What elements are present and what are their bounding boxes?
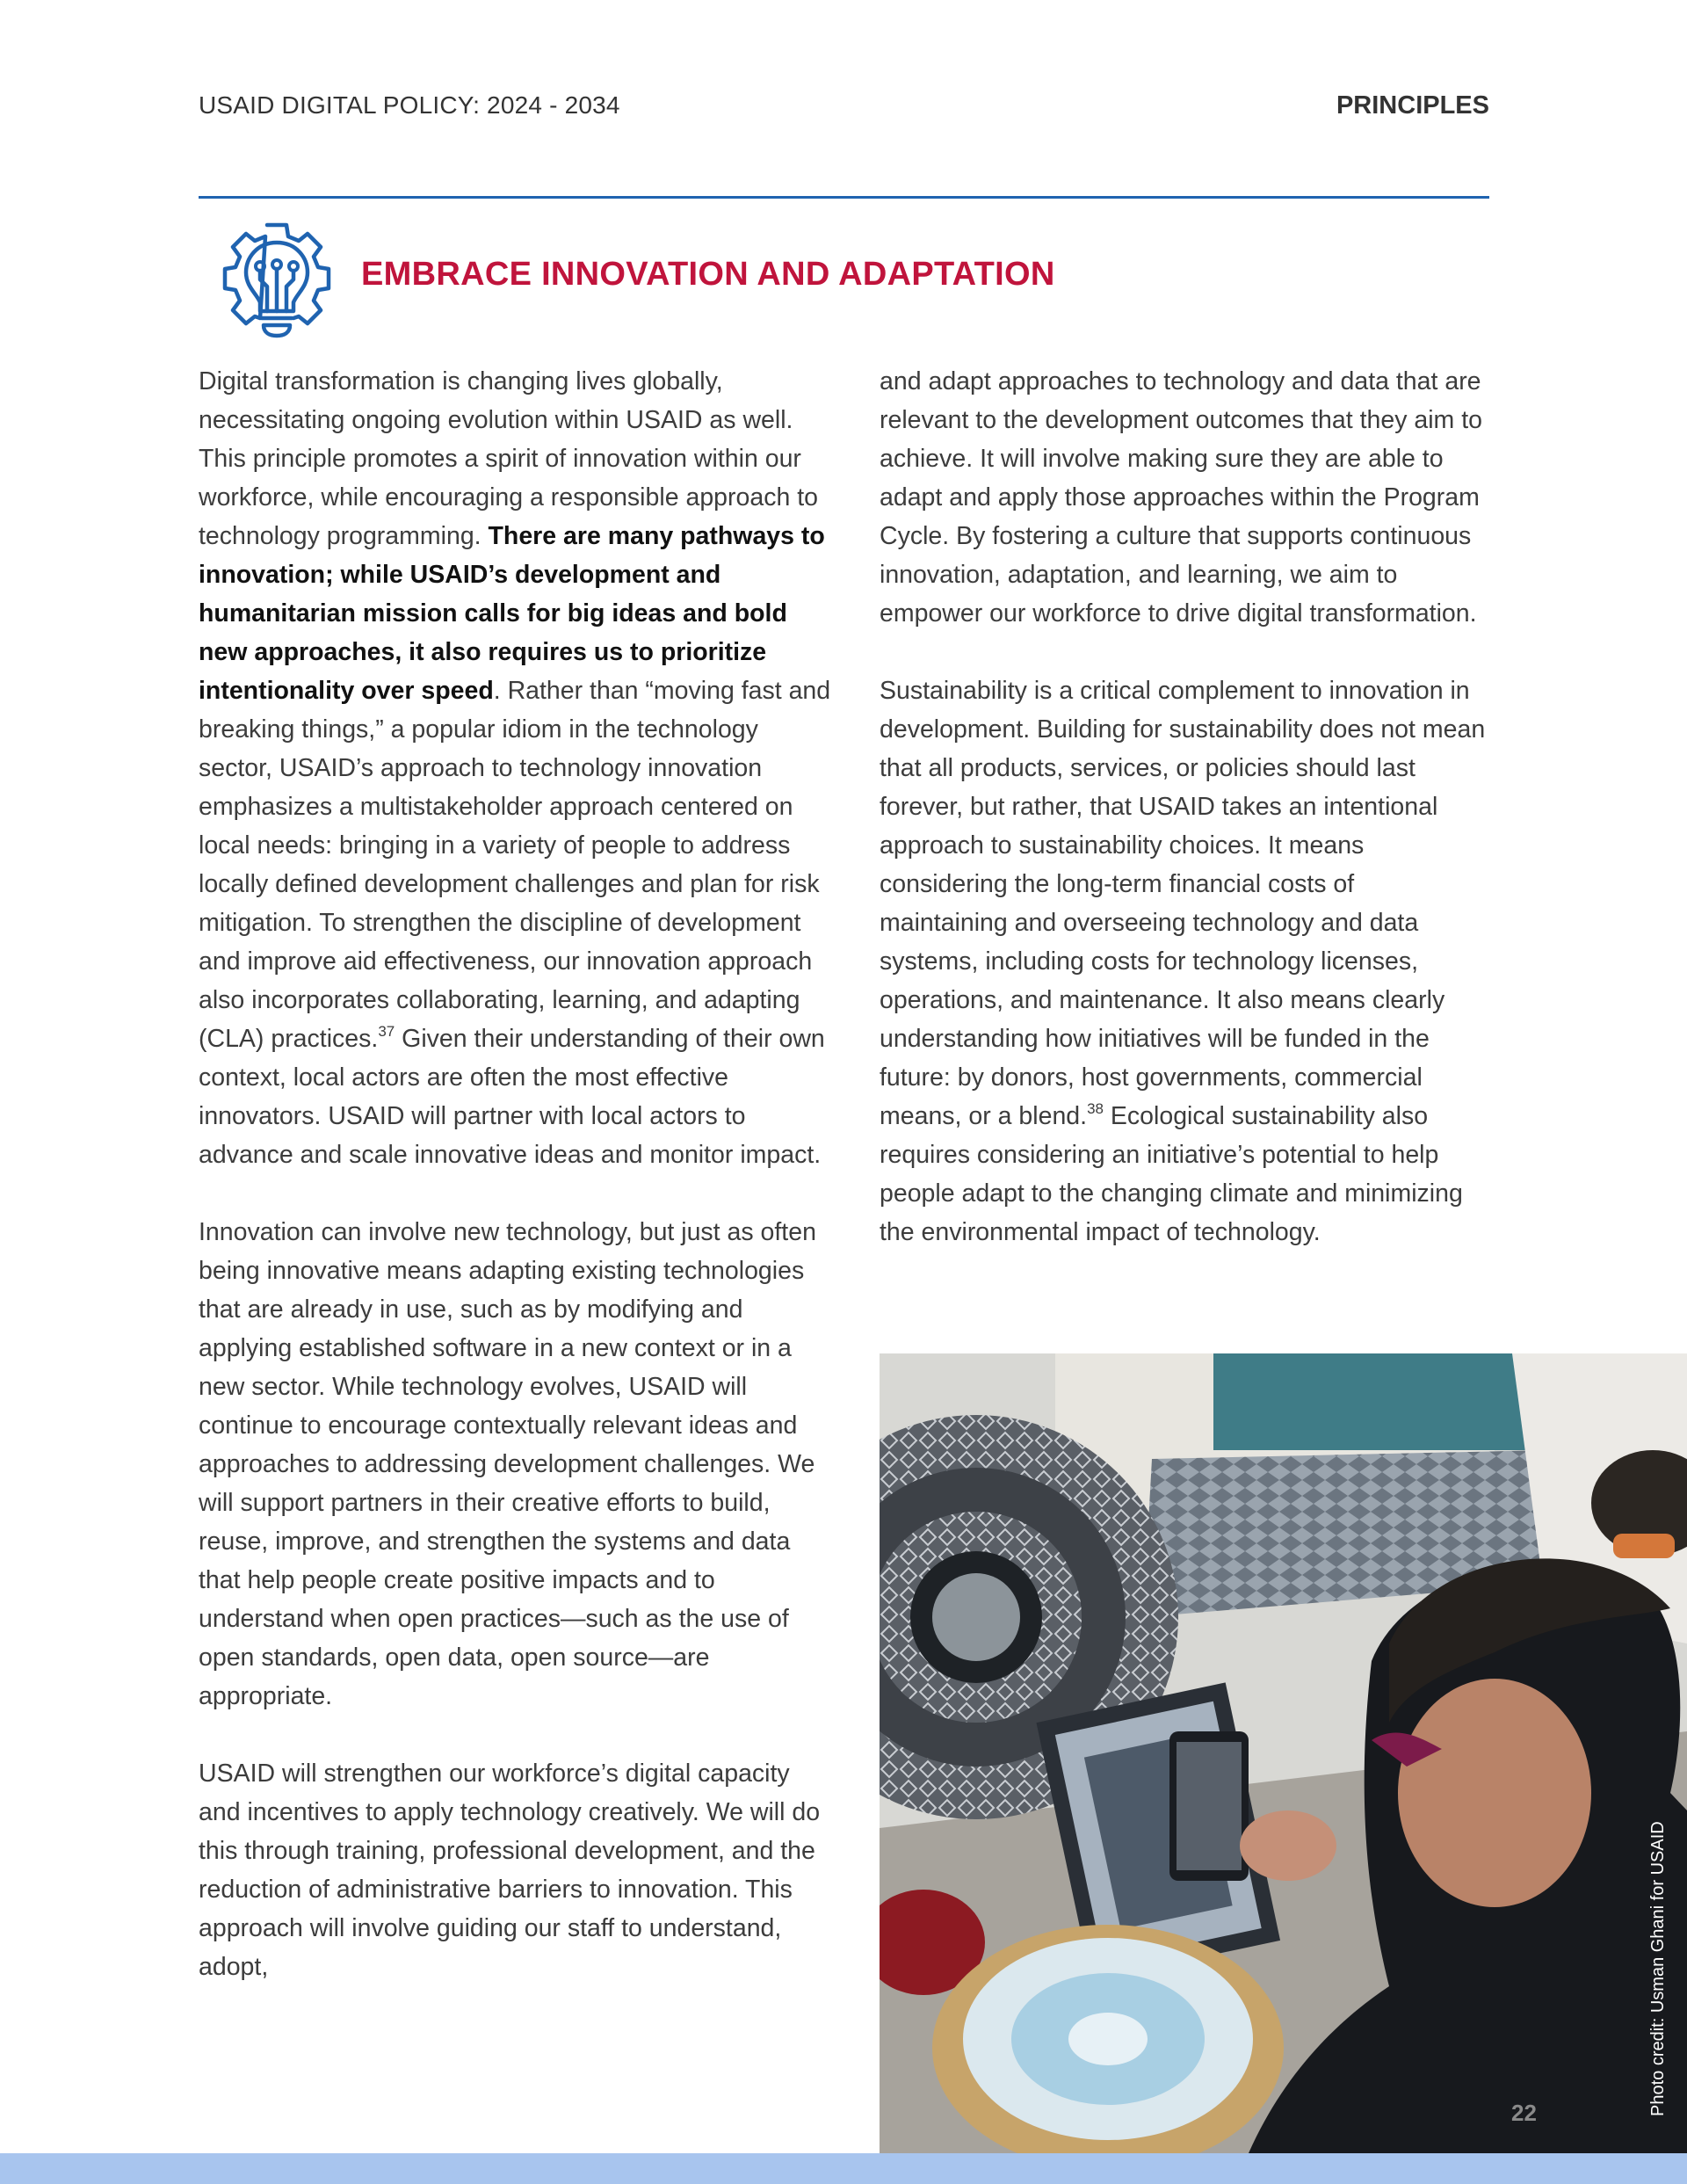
page-number: 22 <box>1511 2100 1537 2126</box>
section-label: PRINCIPLES <box>1336 91 1489 120</box>
paragraph: and adapt approaches to technology and data that are relevant to the development outcomes that they aim to achieve. It will involve making sure they are able to adapt and apply those approaches within the Program Cycle. By fostering a culture that supports continuous innovation, adaptation, and learning, we aim to empower our workforce to drive digital transformation. <box>880 367 1482 628</box>
footnote-ref[interactable]: 38 <box>1087 1099 1104 1117</box>
document-title: USAID DIGITAL POLICY: 2024 - 2034 <box>199 91 620 119</box>
header-divider <box>199 196 1489 199</box>
text-column-right <box>880 362 1486 1290</box>
paragraph: Innovation can involve new technology, but just as often being innovative means adapting existing technologies that are already in use, such as by modifying and applying established software in a new context or in a new sector. While technology evolves, USAID will continue to encourage contextually relevant ideas and approaches to addressing development challenges. We will support partners in their creative efforts to build, reuse, improve, and strengthen the systems and data that help people create positive impacts and to understand when open practices—such as the use of open standards, open data, open source—are appropriate. <box>199 1218 816 1710</box>
section-title: EMBRACE INNOVATION AND ADAPTATION <box>361 256 1055 293</box>
text-column-left <box>199 362 831 2025</box>
paragraph: Sustainability is a critical complement to innovation in development. Building for sustainability does not mean that all products, services, or policies should last forever, but rather, that USAID takes an intentional approach to sustainability choices. It means considering the long-term financial costs of maintaining and overseeing technology and data systems, including costs for technology licenses, operations, and maintenance. It also means clearly understanding how initiatives will be funded in the future: by donors, host governments, commercial means, or a blend.$^{38}$ Ecological sustainability also requires considering an initiative’s potential to help people adapt to the changing climate and minimizing the environmental impact of technology. <box>880 677 1486 1246</box>
photo-credit: Photo credit: Usman Ghani for USAID <box>1648 1821 1668 2116</box>
photo-woman-phone-crafts <box>880 1353 1687 2153</box>
footnote-ref[interactable]: 37 <box>378 1022 395 1040</box>
paragraph: USAID will strengthen our workforce’s digital capacity and incentives to apply technology creatively. We will do this through training, professional development, and the reduction of administrative barriers to innovation. This approach will involve guiding our staff to understand, adopt, <box>199 1760 821 1981</box>
footer-bar <box>0 2153 1687 2184</box>
emphasis-text: There are many pathways to innovation; while USAID’s development and humanitarian mission calls for big ideas and bold new approaches, it also requires us to prioritize intentionality over speed <box>199 522 825 705</box>
paragraph: Digital transformation is changing lives globally, necessitating ongoing evolution within USAID as well. This principle promotes a spirit of innovation within our workforce, while encouraging a responsible approach to technology programming. There are many pathways to innovation; while USAID’s development and humanitarian mission calls for big ideas and bold new approaches, it also requires us to prioritize intentionality over speed. Rather than “moving fast and breaking things,” a popular idiom in the technology sector, USAID’s approach to technology innovation emphasizes a multistakeholder approach centered on local needs: bringing in a variety of people to address locally defined development challenges and plan for risk mitigation. To strengthen the discipline of development and improve aid effectiveness, our innovation approach also incorporates collaborating, learning, and adapting (CLA) practices.$^{37}$ Given their understanding of their own context, local actors are often the most effective innovators. USAID will partner with local actors to advance and scale innovative ideas and monitor impact. <box>199 367 831 1169</box>
lightbulb-gear-icon <box>221 221 332 339</box>
